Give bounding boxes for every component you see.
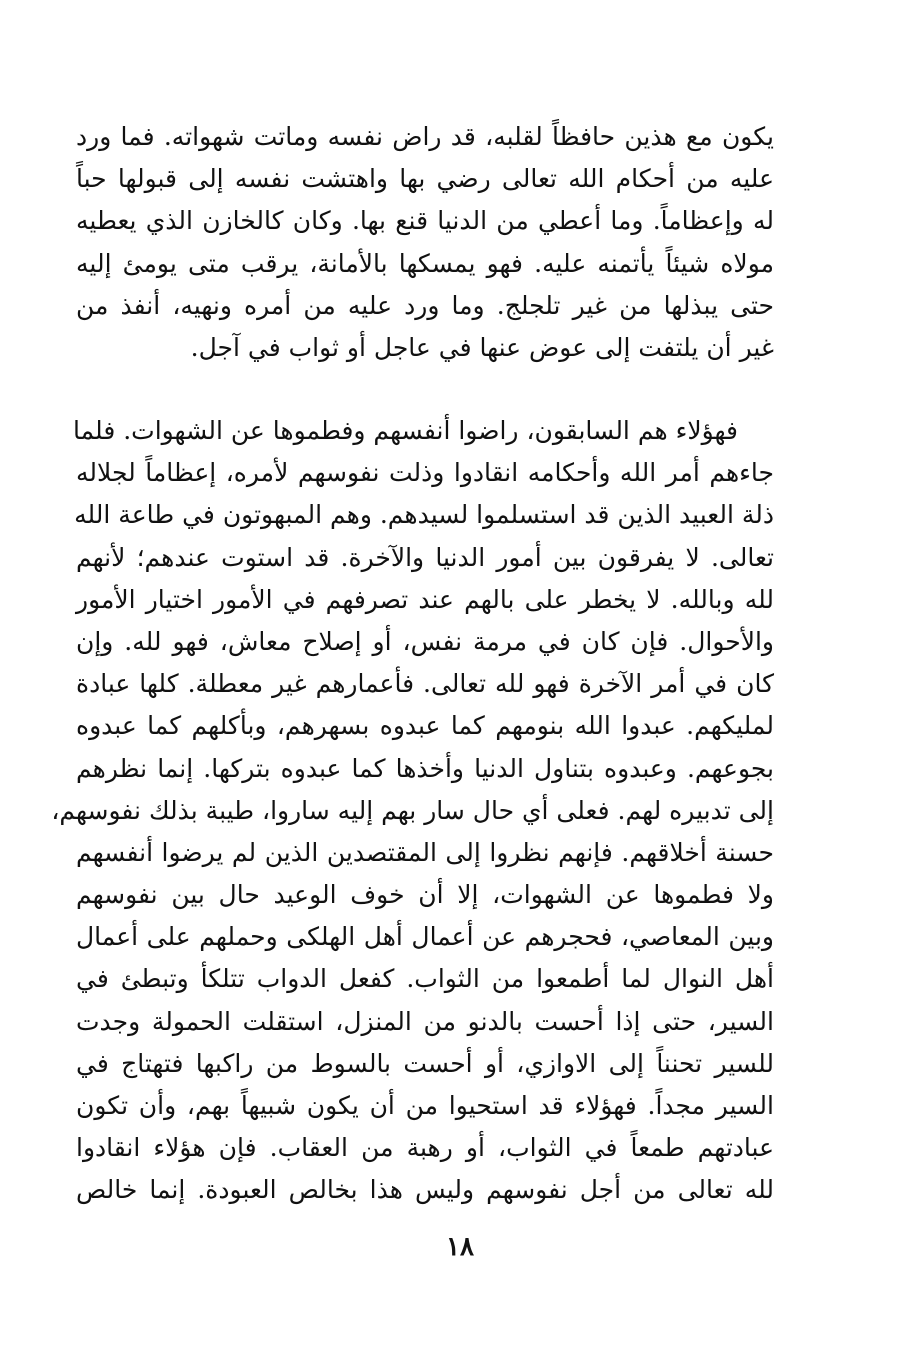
text-line: بجوعهم. وعبدوه بتناول الدنيا وأخذها كما عبدوه بتركها. إنما نظرهم [76, 753, 774, 783]
text-line: والأحوال. فإن كان في مرمة نفس، أو إصلاح معاش، فهو لله. وإن [76, 626, 774, 656]
paragraph-1 [76, 116, 774, 369]
page-number: ١٨ [446, 1232, 474, 1262]
text-line: لله وبالله. لا يخطر على بالهم عند تصرفهم في الأمور اختيار الأمور [76, 584, 774, 614]
paragraph-2 [51, 410, 774, 1212]
text-line: أهل النوال لما أطمعوا من الثواب. كفعل الدواب تتلكأ وتبطئ في [76, 964, 774, 994]
text-line: ولا فطموها عن الشهوات، إلا أن خوف الوعيد حال بين نفوسهم [76, 880, 774, 910]
text-line: للسير تحنناً إلى الاوازي، أو أحست بالسوط من راكبها فتهتاج في [76, 1048, 774, 1078]
text-line: يكون مع هذين حافظاً لقلبه، قد راض نفسه وماتت شهواته. فما ورد [76, 122, 774, 151]
text-line: عبادتهم طمعاً في الثواب، أو رهبة من العقاب. فإن هؤلاء انقادوا [76, 1133, 774, 1163]
text-line: غير أن يلتفت إلى عوض عنها في عاجل أو ثواب في آجل. [190, 332, 774, 362]
text-line: جاءهم أمر الله وأحكامه انقادوا وذلت نفوسهم لأمره، إعظاماً لجلاله [76, 458, 774, 488]
text-line: لله تعالى من أجل نفوسهم وليس هذا بخالص العبودة. إنما خالص [76, 1175, 774, 1205]
text-line: تعالى. لا يفرقون بين أمور الدنيا والآخرة. قد استوت عندهم؛ لأنهم [76, 542, 774, 572]
text-line: السير، حتى إذا أحست بالدنو من المنزل، استقلت الحمولة وجدت [76, 1006, 774, 1036]
text-line: ذلة العبيد الذين قد استسلموا لسيدهم. وهم المبهوتون في طاعة الله [74, 500, 774, 530]
text-line: لمليكهم. عبدوا الله بنومهم كما عبدوه بسهرهم، وبأكلهم كما عبدوه [76, 711, 774, 741]
text-line: حتى يبذلها من غير تلجلج. وما ورد عليه من أمره ونهيه، أنفذ من [76, 290, 774, 320]
text-line: كان في أمر الآخرة فهو لله تعالى. فأعمارهم غير معطلة. كلها عبادة [76, 669, 774, 699]
text-line: وبين المعاصي، فحجرهم عن أعمال أهل الهلكى وحملهم على أعمال [76, 922, 774, 952]
text-line: إلى تدبيره لهم. فعلى أي حال سار بهم إليه ساروا، طيبة بذلك نفوسهم، [51, 795, 774, 825]
text-line: السير مجداً. فهؤلاء قد استحيوا من أن يكون شبيهاً بهم، وأن تكون [76, 1091, 774, 1120]
text-line: له وإعظاماً. وما أعطي من الدنيا قنع بها. وكان كالخازن الذي يعطيه [76, 206, 774, 236]
text-line: عليه من أحكام الله تعالى رضي بها واهتشت نفسه إلى قبولها حباً [76, 164, 774, 194]
text-line: مولاه شيئاً يأتمنه عليه. فهو يمسكها بالأمانة، يرقب متى يومئ إليه [76, 248, 774, 278]
text-line: فهؤلاء هم السابقون، راضوا أنفسهم وفطموها عن الشهوات. فلما [72, 416, 738, 445]
text-line: حسنة أخلاقهم. فإنهم نظروا إلى المقتصدين الذين لم يرضوا أنفسهم [76, 837, 774, 867]
